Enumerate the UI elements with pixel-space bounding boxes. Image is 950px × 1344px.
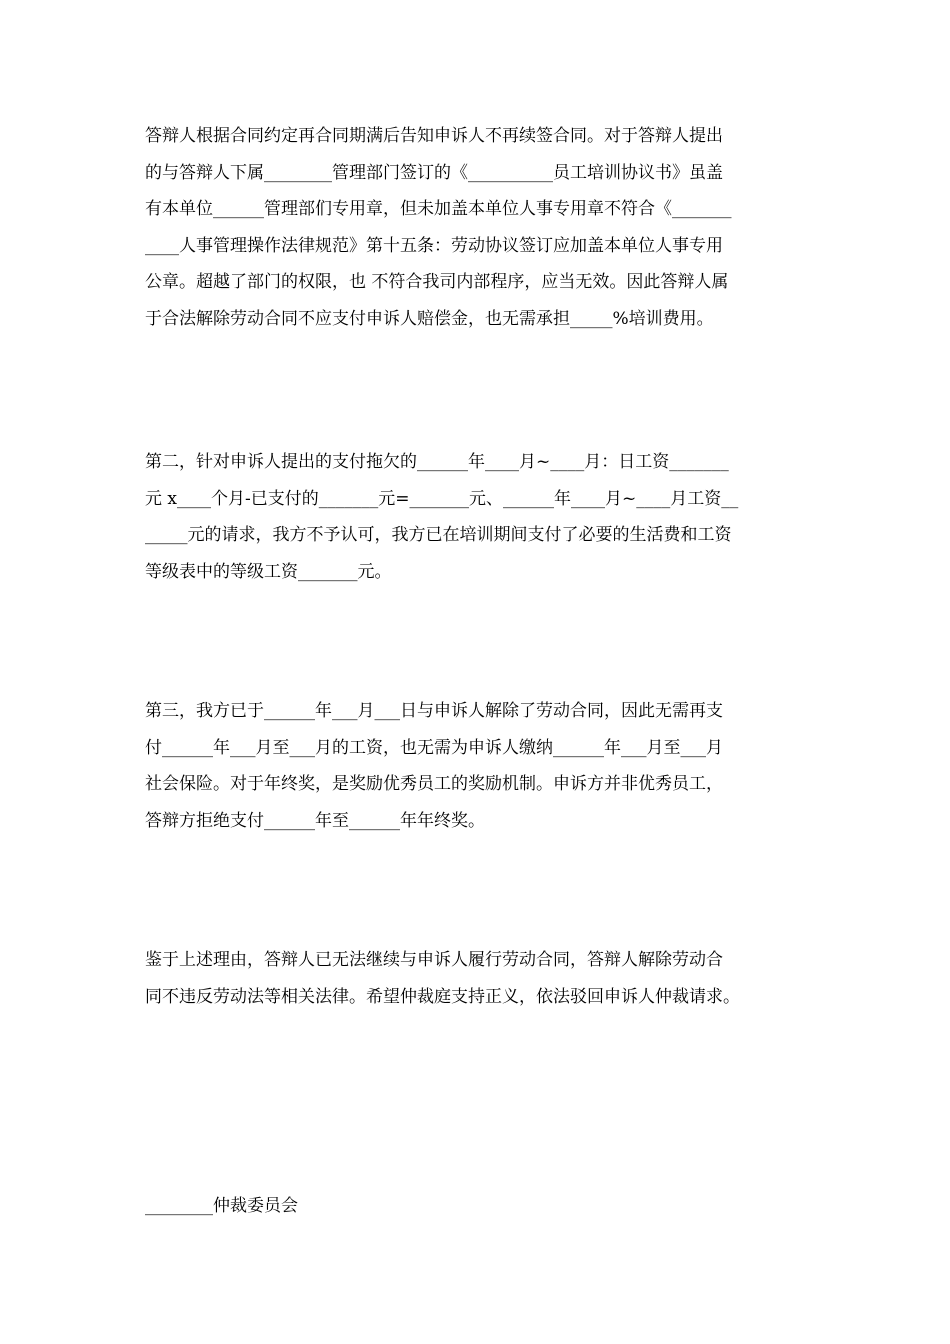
text-line: 付______年___月至___月的工资，也无需为申诉人缴纳______年___月至___月 xyxy=(145,737,723,758)
text-line: 答辩人根据合同约定再合同期满后告知申诉人不再续签合同。对于答辩人提出 xyxy=(145,126,723,146)
text-line: 的与答辩人下属________管理部门签订的《__________员工培训协议书》虽盖 xyxy=(145,162,723,183)
text-line: 于合法解除劳动合同不应支付申诉人赔偿金，也无需承担_____%培训费用。 xyxy=(145,308,714,329)
paragraph-conclusion xyxy=(145,942,810,1015)
text-line: 元 x____个月-已支付的_______元=_______元、______年____月~____月工资__ xyxy=(145,488,739,509)
text-line: 等级表中的等级工资_______元。 xyxy=(145,561,392,582)
text-line: 第三，我方已于______年___月___日与申诉人解除了劳动合同，因此无需再支 xyxy=(145,701,723,721)
text-line: 公章。超越了部门的权限，也 不符合我司内部程序，应当无效。因此答辩人属 xyxy=(145,272,729,292)
text-line: ____人事管理操作法律规范》第十五条：劳动协议签订应加盖本单位人事专用 xyxy=(145,235,723,256)
text-line: 鉴于上述理由，答辩人已无法继续与申诉人履行劳动合同，答辩人解除劳动合 xyxy=(145,950,723,970)
paragraph-contract-termination xyxy=(145,118,810,337)
text-line: 第二，针对申诉人提出的支付拖欠的______年____月~____月：日工资_______ xyxy=(145,452,729,472)
signature-line: ________仲裁委员会 xyxy=(145,1196,298,1216)
text-line: 同不违反劳动法等相关法律。希望仲裁庭支持正义，依法驳回申诉人仲裁请求。 xyxy=(145,986,740,1007)
text-line: _____元的请求，我方不予认可，我方已在培训期间支付了必要的生活费和工资 xyxy=(145,525,732,545)
signature-block xyxy=(145,1188,810,1225)
paragraph-third-point xyxy=(145,693,810,839)
paragraph-second-point xyxy=(145,444,810,590)
text-line: 有本单位______管理部们专用章，但未加盖本单位人事专用章不符合《_______ xyxy=(145,199,732,219)
text-line: 答辩方拒绝支付______年至______年年终奖。 xyxy=(145,810,485,831)
text-line: 社会保险。对于年终奖，是奖励优秀员工的奖励机制。申诉方并非优秀员工， xyxy=(145,774,723,794)
